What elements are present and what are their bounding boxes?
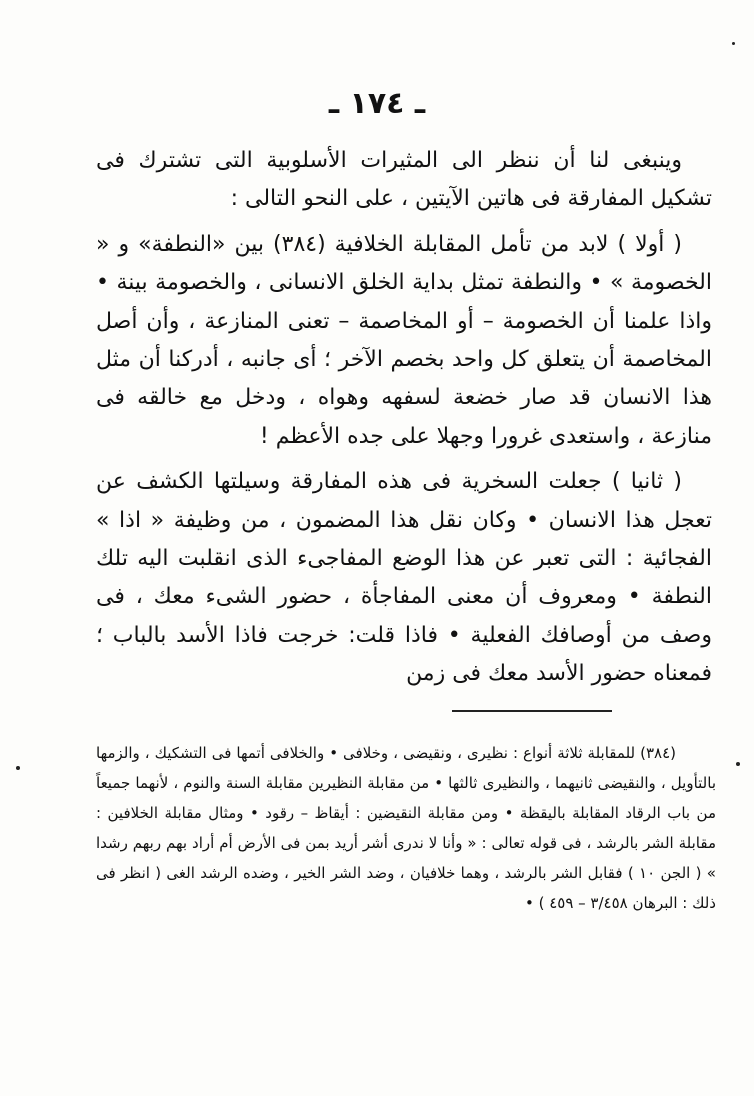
page-number: ـ ١٧٤ ـ xyxy=(328,86,426,121)
paragraph-first-point: ( أولا ) لابد من تأمل المقابلة الخلافية (٣٨٤) بين «النطفة» و « الخصومة » • والنطفة تمثل بداية الخلق الانسانى ، والخصومة بينة • واذا علمنا أن الخصومة – أو المخاصمة – تعنى المنازعة ، وأن أصل المخاصمة أن يتعلق كل واحد بخصم الآخر ؛ أى جانبه ، أدركنا أن مثل هذا الانسان قد صار خضعة لسفهه وهواه ، ودخل مع خالقه فى منازعة ، واستعدى غرورا وجهلا على جده الأعظم ! xyxy=(96,231,712,449)
paragraph-intro: وينبغى لنا أن ننظر الى المثيرات الأسلوبية التى تشترك فى تشكيل المفارقة فى هاتين الآيتين ، على النحو التالى : xyxy=(96,148,712,212)
footnote-separator xyxy=(452,710,612,712)
footnote-text: (٣٨٤) للمقابلة ثلاثة أنواع : نظيرى ، ونقيضى ، وخلافى • والخلافى أتمها فى التشكيك ، والزمها بالتأويل ، والنقيضى ثانيهما ، والنظيرى ثالثها • من مقابلة النظيرين مقابلة السنة والنوم ، لأنهما جميعاً من باب الرقاد المقابلة باليقظة • ومن مقابلة النقيضين : أيقاظ – رقود • ومثال مقابلة الخلافين : مقابلة الشر بالرشد ، فى قوله تعالى : « وأنا لا ندرى أشر أريد بمن فى الأرض أم أراد بهم ربهم رشدا » ( الجن ١٠ ) فقابل الشر بالرشد ، وهما خلافيان ، وضد الشر الخير ، وضده الرشد الغى ( انظر فى ذلك : البرهان ٣/٤٥٨ – ٤٥٩ ) • xyxy=(96,744,716,912)
scan-speck xyxy=(736,762,740,766)
footnote xyxy=(96,738,716,918)
body-text xyxy=(96,142,712,701)
paragraph-second-point: ( ثانيا ) جعلت السخرية فى هذه المفارقة وسيلتها الكشف عن تعجل هذا الانسان • وكان نقل هذا المضمون ، من وظيفة « اذا » الفجائية : التى تعبر عن هذا الوضع المفاجىء الذى انقلبت اليه تلك النطفة • ومعروف أن معنى المفاجأة ، حضور الشىء معك ، فى وصف من أوصافك الفعلية • فاذا قلت: خرجت فاذا الأسد بالباب ؛ فمعناه حضور الأسد معك فى زمن xyxy=(96,469,712,687)
scan-speck xyxy=(16,766,20,770)
scan-speck xyxy=(732,42,735,45)
